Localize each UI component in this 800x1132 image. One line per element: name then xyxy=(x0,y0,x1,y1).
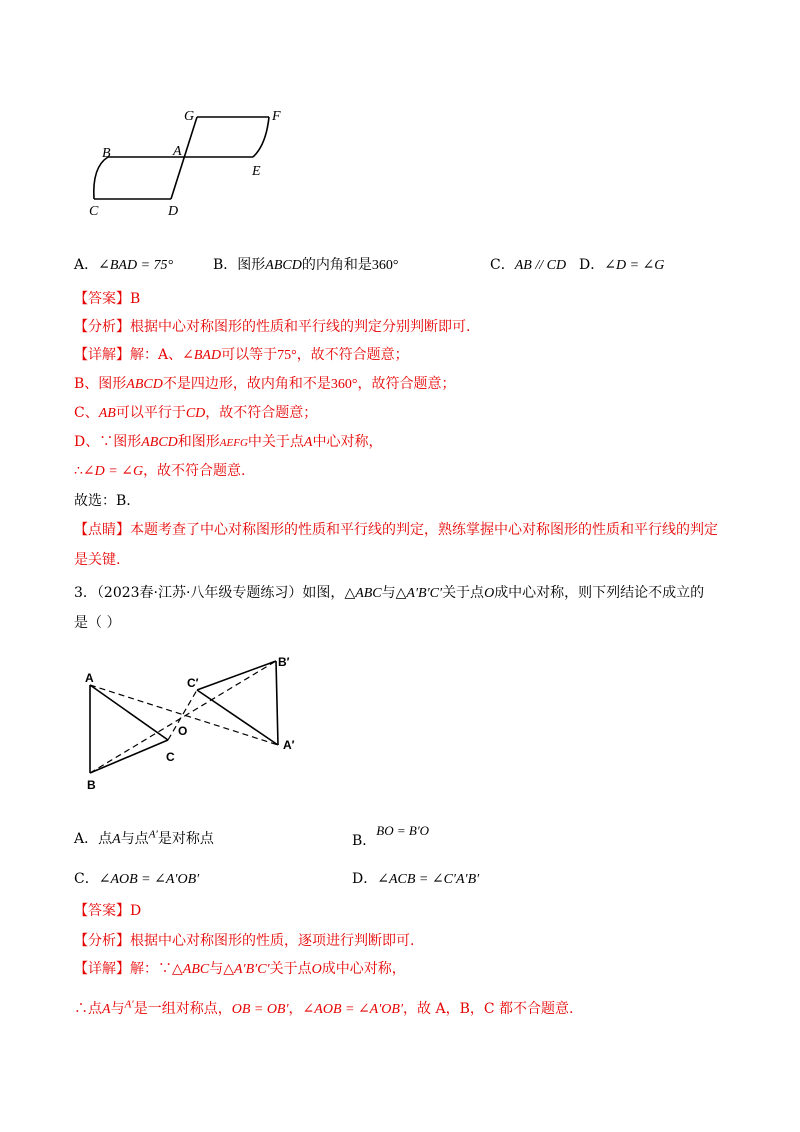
option-b-value: 360° xyxy=(371,258,399,273)
detail-tag: 【详解】 xyxy=(74,961,130,977)
q3-option-b xyxy=(352,820,430,849)
option-a-text: 与点 xyxy=(120,831,149,847)
detail-math: ABCD xyxy=(141,435,178,450)
q2-choose xyxy=(74,490,131,510)
label-f: F xyxy=(272,109,281,124)
figure-parallelogram-diagram xyxy=(80,105,300,220)
detail-text: D、∵图形 xyxy=(74,434,142,450)
detail-math: ∠BAD xyxy=(182,348,222,363)
detail-text: 和图形 xyxy=(177,434,220,450)
q3-answer xyxy=(74,900,141,920)
detail-text: ，故不符合题意. xyxy=(143,463,246,479)
q3-option-c xyxy=(74,868,199,888)
analysis-text: 根据中心对称图形的性质和平行线的判定分别判断即可. xyxy=(130,319,471,335)
detail-text: 解：∵ xyxy=(130,961,172,977)
detail-value: 360° xyxy=(330,377,358,392)
detail-text: C、 xyxy=(74,405,99,421)
option-c-prefix: C． xyxy=(490,257,515,273)
detail-text: 中关于点 xyxy=(247,434,304,450)
option-b-suffix: 的内角和是 xyxy=(301,257,372,273)
detail-text: 关于点 xyxy=(269,961,312,977)
detail-text: 可以平行于 xyxy=(115,405,186,421)
detail-text: ，故 A，B，C 都不合题意. xyxy=(403,1001,574,1017)
stem-math: △ABC xyxy=(344,586,382,601)
option-a xyxy=(74,254,173,274)
q2-answer xyxy=(74,288,140,308)
q2-comment-line2 xyxy=(74,549,120,569)
detail-math: OB = OB′ xyxy=(231,1002,289,1017)
detail-math: CD xyxy=(185,406,206,421)
detail-math: O xyxy=(311,962,322,977)
label-g: G xyxy=(184,109,195,124)
detail-math: A xyxy=(303,435,313,450)
analysis-tag: 【分析】 xyxy=(74,933,130,949)
q2-analysis xyxy=(74,316,470,336)
figure-central-symmetry-diagram xyxy=(80,650,310,795)
label-c: C xyxy=(89,204,99,219)
q2-detail-line4 xyxy=(74,431,382,451)
label-d: D xyxy=(168,204,179,219)
detail-text: ∴ xyxy=(74,463,83,479)
detail-text: 可以等于 xyxy=(221,347,278,363)
detail-tag: 【详解】 xyxy=(74,347,130,363)
option-b xyxy=(213,254,398,274)
detail-text: ，故不符合题意； xyxy=(296,347,409,363)
stem-text: 与 xyxy=(381,585,396,601)
option-d xyxy=(579,254,664,274)
option-a-math: A′ xyxy=(148,828,158,841)
label-c-prime: C′ xyxy=(187,676,199,690)
q2-detail-line3 xyxy=(74,402,317,422)
comment-text: 是关键. xyxy=(74,552,121,568)
option-c-prefix: C． xyxy=(74,871,99,887)
detail-math: A xyxy=(102,1002,111,1017)
label-a: A xyxy=(173,144,182,159)
label-e: E xyxy=(252,164,261,179)
option-a-prefix: A． xyxy=(74,257,99,273)
option-c xyxy=(490,254,566,274)
stem-math: △A′B′C′ xyxy=(395,586,443,601)
q3-stem-line2 xyxy=(74,612,120,632)
q2-detail-line1 xyxy=(74,344,409,364)
stem-text: 3．（2023春·江苏·八年级专题练习）如图， xyxy=(74,585,345,601)
detail-text: 是一组对称点， xyxy=(133,1001,232,1017)
detail-math: △A′B′C′ xyxy=(223,962,270,977)
q3-analysis xyxy=(74,930,414,950)
detail-value: 75° xyxy=(277,348,297,363)
q2-detail-line2 xyxy=(74,373,455,393)
q2-detail-line5 xyxy=(74,460,246,480)
analysis-text: 根据中心对称图形的性质，逐项进行判断即可. xyxy=(130,933,415,949)
label-a: A xyxy=(85,671,94,685)
option-a-text: 是对称点 xyxy=(157,831,214,847)
option-b-math: BO = B′O xyxy=(376,823,430,838)
label-b-prime: B′ xyxy=(278,655,290,669)
detail-text: 与 xyxy=(110,1001,125,1017)
stem-text: 是（ ） xyxy=(74,615,121,631)
option-d-prefix: D． xyxy=(352,871,378,887)
choose-text: 故选：B. xyxy=(74,493,131,509)
detail-text: ，故不符合题意； xyxy=(205,405,318,421)
option-a-prefix: A．点 xyxy=(74,831,113,847)
detail-text: 与 xyxy=(209,961,224,977)
detail-math: △ABC xyxy=(172,962,210,977)
detail-text: ∴点 xyxy=(74,1001,102,1017)
answer-value: B xyxy=(130,291,141,307)
detail-text: ， xyxy=(288,1001,303,1017)
stem-text: 成中心对称，则下列结论不成立的 xyxy=(494,585,705,601)
answer-tag: 【答案】 xyxy=(74,291,130,307)
detail-math: ∠AOB = ∠A′OB′ xyxy=(302,1002,404,1017)
option-d-math: ∠ACB = ∠C′A′B′ xyxy=(377,872,480,887)
detail-math: AEFG xyxy=(219,437,248,449)
answer-tag: 【答案】 xyxy=(74,903,130,919)
detail-math: AB xyxy=(98,406,116,421)
stem-math: O xyxy=(484,586,495,601)
detail-text: ，故符合题意； xyxy=(357,376,456,392)
option-a-math: A xyxy=(112,832,121,847)
detail-math: ABCD xyxy=(126,377,163,392)
option-b-prefix: B． xyxy=(352,833,377,849)
detail-math: ∠D = ∠G xyxy=(82,464,144,479)
detail-text: 不是四边形，故内角和不是 xyxy=(162,376,331,392)
q2-comment-line1 xyxy=(74,519,718,539)
analysis-tag: 【分析】 xyxy=(74,319,130,335)
detail-math: A′ xyxy=(124,998,134,1011)
q3-stem-line1 xyxy=(74,582,704,602)
q3-option-d xyxy=(352,868,479,888)
detail-text: 成中心对称， xyxy=(321,961,406,977)
comment-tag: 【点睛】 xyxy=(74,522,130,538)
detail-text: 中心对称， xyxy=(312,434,383,450)
q3-detail-line2 xyxy=(74,998,573,1018)
option-b-math: ABCD xyxy=(265,258,302,273)
label-c: C xyxy=(166,750,175,764)
q3-detail-line1 xyxy=(74,958,406,978)
label-b: B xyxy=(102,146,111,161)
detail-text: 解：A、 xyxy=(130,347,183,363)
option-b-prefix: B．图形 xyxy=(213,257,266,273)
option-c-math: ∠AOB = ∠A′OB′ xyxy=(98,872,200,887)
stem-text: 关于点 xyxy=(442,585,485,601)
option-a-math: ∠BAD = 75° xyxy=(98,258,174,273)
option-c-math: AB // CD xyxy=(514,258,567,273)
q3-option-a xyxy=(74,828,214,848)
option-d-math: ∠D = ∠G xyxy=(604,258,665,273)
comment-text: 本题考查了中心对称图形的性质和平行线的判定，熟练掌握中心对称图形的性质和平行线的判定 xyxy=(130,522,718,538)
label-a-prime: A′ xyxy=(283,738,295,752)
detail-text: B、图形 xyxy=(74,376,127,392)
answer-value: D xyxy=(130,903,142,919)
option-d-prefix: D． xyxy=(579,257,605,273)
label-b: B xyxy=(87,778,96,792)
label-o: O xyxy=(178,724,188,738)
